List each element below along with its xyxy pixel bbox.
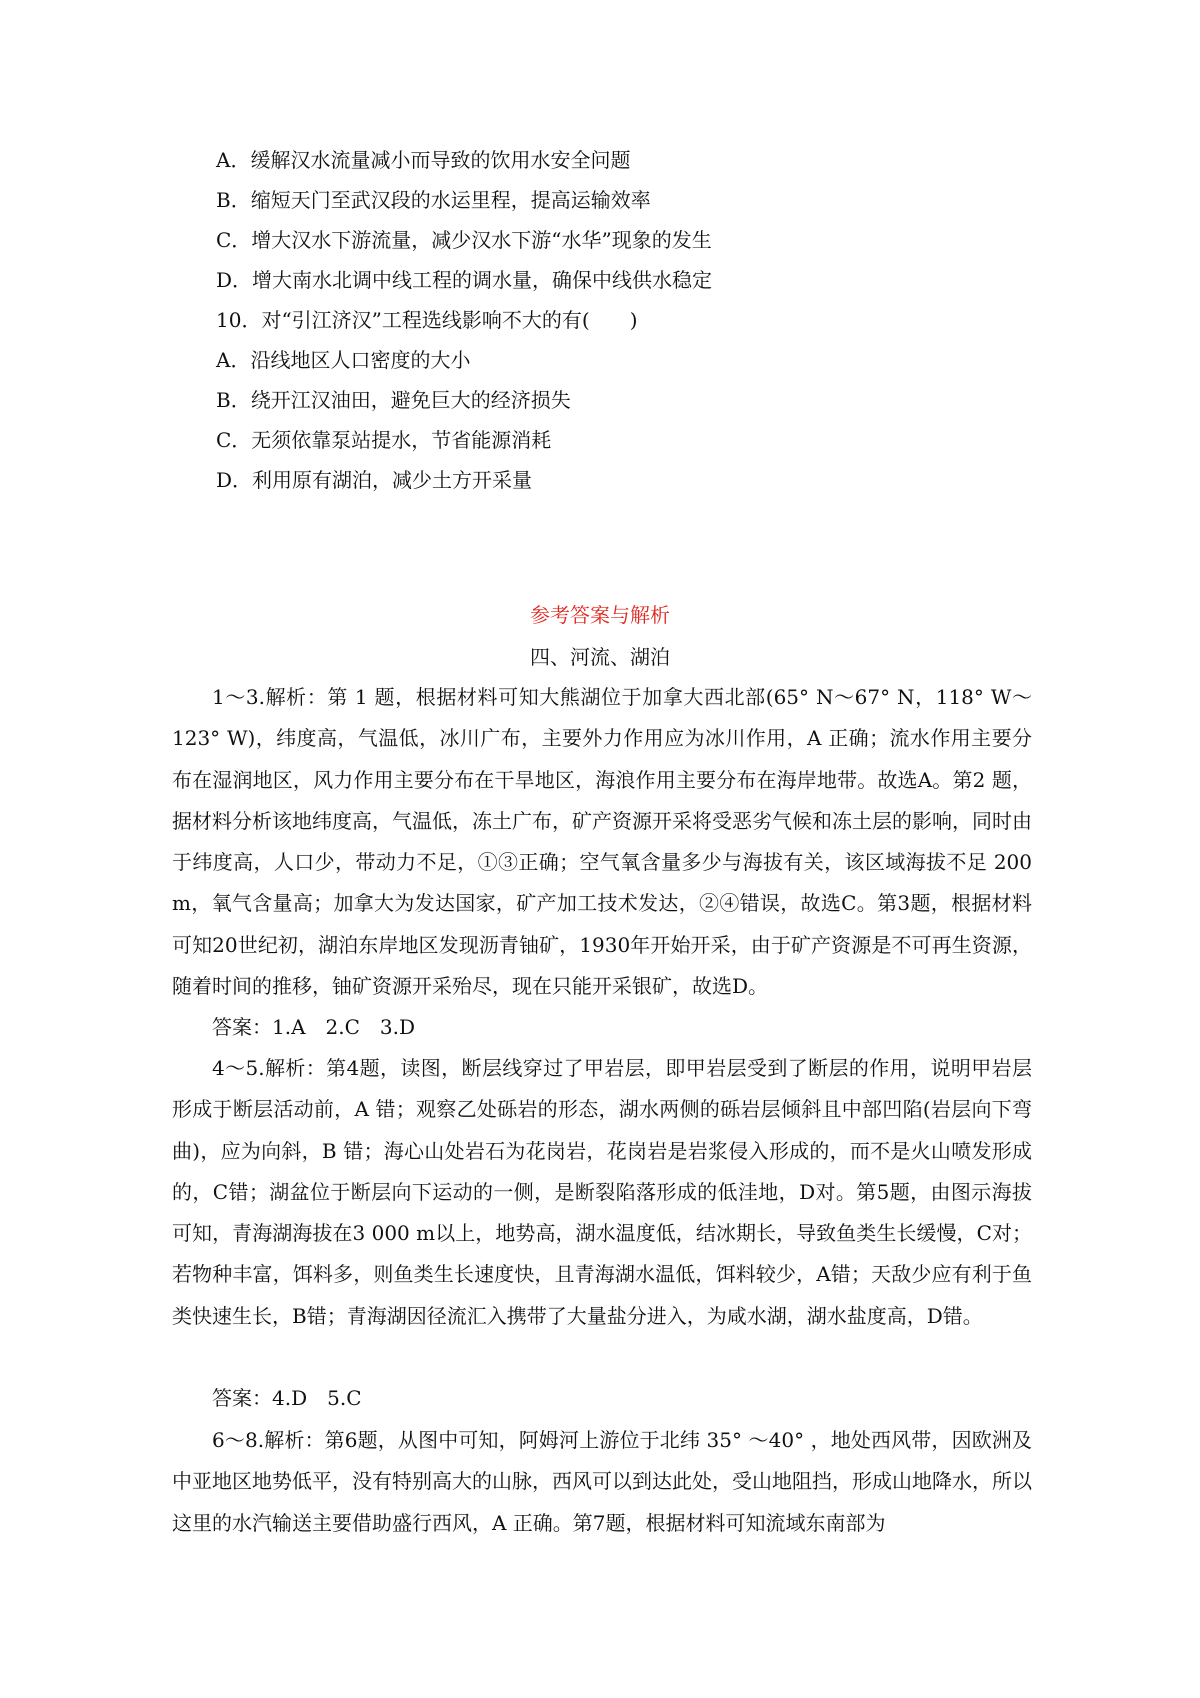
answers-section-heading: 四、河流、湖泊	[530, 645, 670, 669]
q9-option-c: C．增大汉水下游流量，减少汉水下游“水华”现象的发生	[216, 228, 712, 252]
q10-option-c: C．无须依靠泵站提水，节省能源消耗	[216, 428, 552, 452]
q10-stem: 10．对“引江济汉”工程选线影响不大的有( )	[216, 308, 638, 332]
q9-option-d: D．增大南水北调中线工程的调水量，确保中线供水稳定	[216, 268, 713, 292]
answers-title: 参考答案与解析	[530, 603, 670, 627]
q10-option-b: B．绕开江汉油田，避免巨大的经济损失	[216, 388, 571, 412]
explanation-4-5: 4～5.解析：第4题，读图，断层线穿过了甲岩层，即甲岩层受到了断层的作用，说明甲岩层形成于断层活动前，A 错；观察乙处砾岩的形态，湖水两侧的砾岩层倾斜且中部凹陷(岩层向下弯曲)，应为向斜，B 错；海心山处岩石为花岗岩，花岗岩是岩浆侵入形成的，而不是火山喷发形成的，C错；湖盆位于断层向下运动的一侧，是断裂陷落形成的低洼地，D对。第5题，由图示海拔可知，青海湖海拔在3 000 m以上，地势高，湖水温度低，结冰期长，导致鱼类生长缓慢，C对；若物种丰富，饵料多，则鱼类生长速度快，且青海湖水温低，饵料较少，A错；天敌少应有利于鱼类快速生长，B错；青海湖因径流汇入携带了大量盐分进入，为咸水湖，湖水盐度高，D错。	[172, 1056, 1032, 1328]
explanation-6-8: 6～8.解析：第6题，从图中可知，阿姆河上游位于北纬 35° ～40° ，地处西风带，因欧洲及中亚地区地势低平，没有特别高大的山脉，西风可以到达此处，受山地阻挡，形成山地降水，所以这里的水汽输送主要借助盛行西风，A 正确。第7题，根据材料可知流域东南部为	[172, 1428, 1032, 1535]
q10-option-a: A．沿线地区人口密度的大小	[216, 348, 471, 372]
explanation-1-3: 1～3.解析：第 1 题，根据材料可知大熊湖位于加拿大西北部(65° N～67° N，118° W～123° W)，纬度高，气温低，冰川广布，主要外力作用应为冰川作用，A 正确；流水作用主要分布在湿润地区，风力作用主要分布在干旱地区，海浪作用主要分布在海岸地带。故选A。第2 题，据材料分析该地纬度高，气温低，冻土广布，矿产资源开采将受恶劣气候和冻土层的影响，同时由于纬度高，人口少，带动力不足，①③正确；空气氧含量多少与海拔有关，该区域海拔不足 200 m，氧气含量高；加拿大为发达国家，矿产加工技术发达，②④错误，故选C。第3题，根据材料可知20世纪初，湖泊东岸地区发现沥青铀矿，1930年开始开采，由于矿产资源是不可再生资源，随着时间的推移，铀矿资源开采殆尽，现在只能开采银矿，故选D。	[172, 685, 1032, 999]
answer-4-5: 答案：4.D 5.C	[212, 1386, 362, 1410]
answer-1-3: 答案：1.A 2.C 3.D	[212, 1015, 416, 1039]
q9-option-b: B．缩短天门至武汉段的水运里程，提高运输效率	[216, 188, 651, 212]
q10-option-d: D．利用原有湖泊，减少土方开采量	[216, 468, 533, 492]
q9-option-a: A．缓解汉水流量减小而导致的饮用水安全问题	[216, 148, 631, 172]
